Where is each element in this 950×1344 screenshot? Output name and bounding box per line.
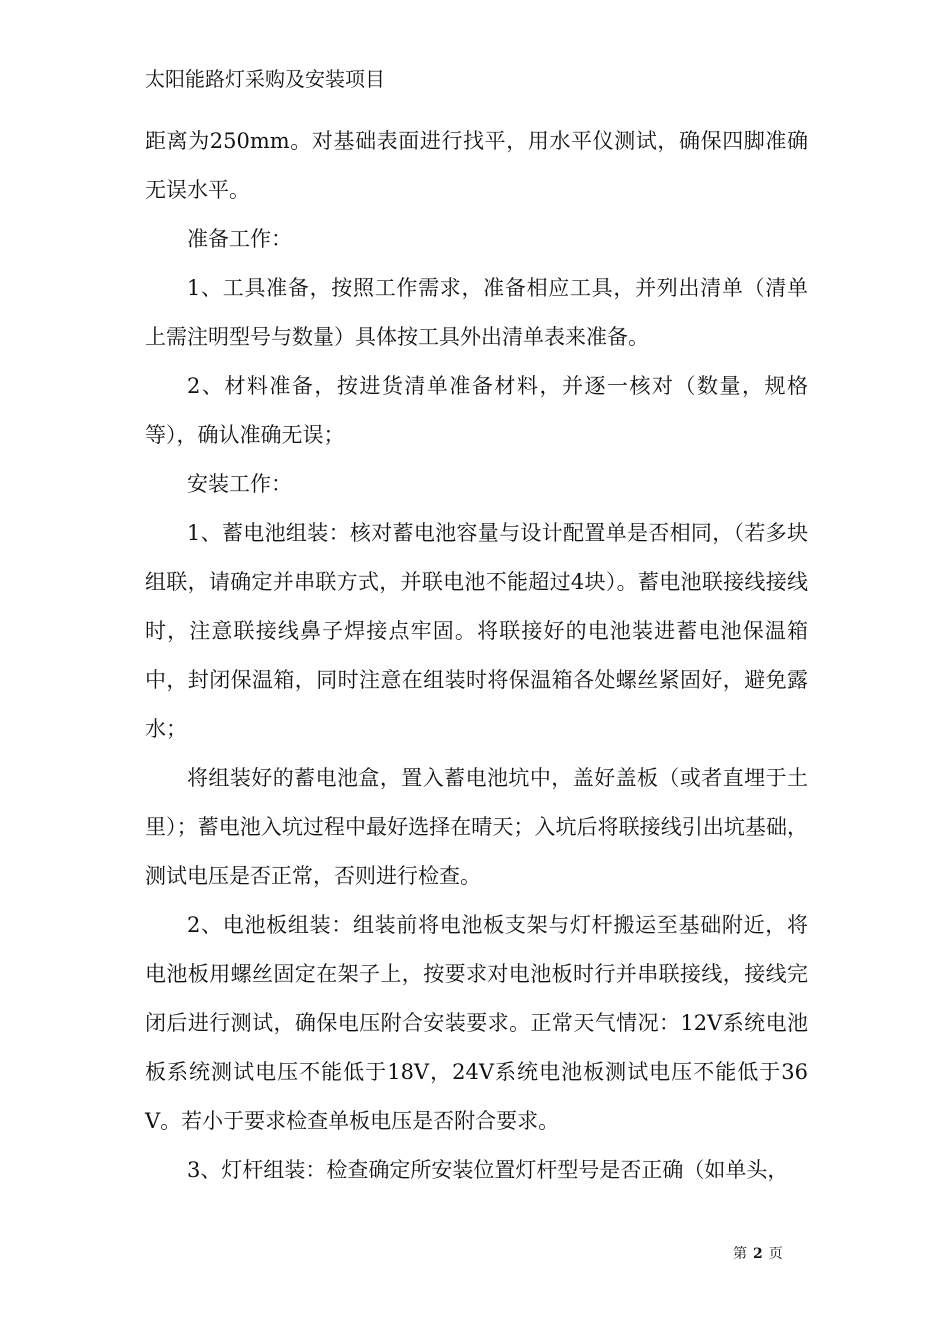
page-number-prefix: 第	[733, 1246, 747, 1262]
paragraph: 距离为250mm。对基础表面进行找平，用水平仪测试，确保四脚准确无误水平。	[145, 129, 808, 202]
body-text	[145, 117, 808, 1195]
paragraph: 2、材料准备，按进货清单准备材料，并逐一核对（数量，规格等），确认准确无误；	[145, 374, 808, 447]
section-heading: 准备工作：	[187, 227, 292, 251]
page-number: 2	[753, 1246, 763, 1262]
page-number-suffix: 页	[768, 1246, 783, 1262]
section-heading: 安装工作：	[187, 472, 292, 496]
paragraph: 2、电池板组装：组装前将电池板支架与灯杆搬运至基础附近，将电池板用螺丝固定在架子上，按要求对电池板时行并串联接线，接线完闭后进行测试，确保电压附合安装要求。正常天气情况：12V系统电池板系统测试电压不能低于18V，24V系统电池板测试电压不能低于36V。若小于要求检查单板电压是否附合要求。	[145, 913, 808, 1133]
header-title: 太阳能路灯采购及安装项目	[145, 67, 385, 91]
paragraph: 1、工具准备，按照工作需求，准备相应工具，并列出清单（清单上需注明型号与数量）具体按工具外出清单表来准备。	[145, 276, 808, 349]
paragraph: 1、蓄电池组装：核对蓄电池容量与设计配置单是否相同，（若多块组联，请确定并串联方式，并联电池不能超过4块）。蓄电池联接线接线时，注意联接线鼻子焊接点牢固。将联接好的电池装进蓄电池保温箱中，封闭保温箱，同时注意在组装时将保温箱各处螺丝紧固好，避免露水；	[145, 521, 808, 741]
page-footer	[733, 1244, 783, 1264]
running-header	[145, 64, 385, 94]
paragraph: 3、灯杆组装：检查确定所安装位置灯杆型号是否正确（如单头，	[187, 1158, 789, 1182]
paragraph: 将组装好的蓄电池盒，置入蓄电池坑中，盖好盖板（或者直埋于土里）；蓄电池入坑过程中最好选择在晴天；入坑后将联接线引出坑基础，测试电压是否正常，否则进行检查。	[145, 766, 808, 888]
